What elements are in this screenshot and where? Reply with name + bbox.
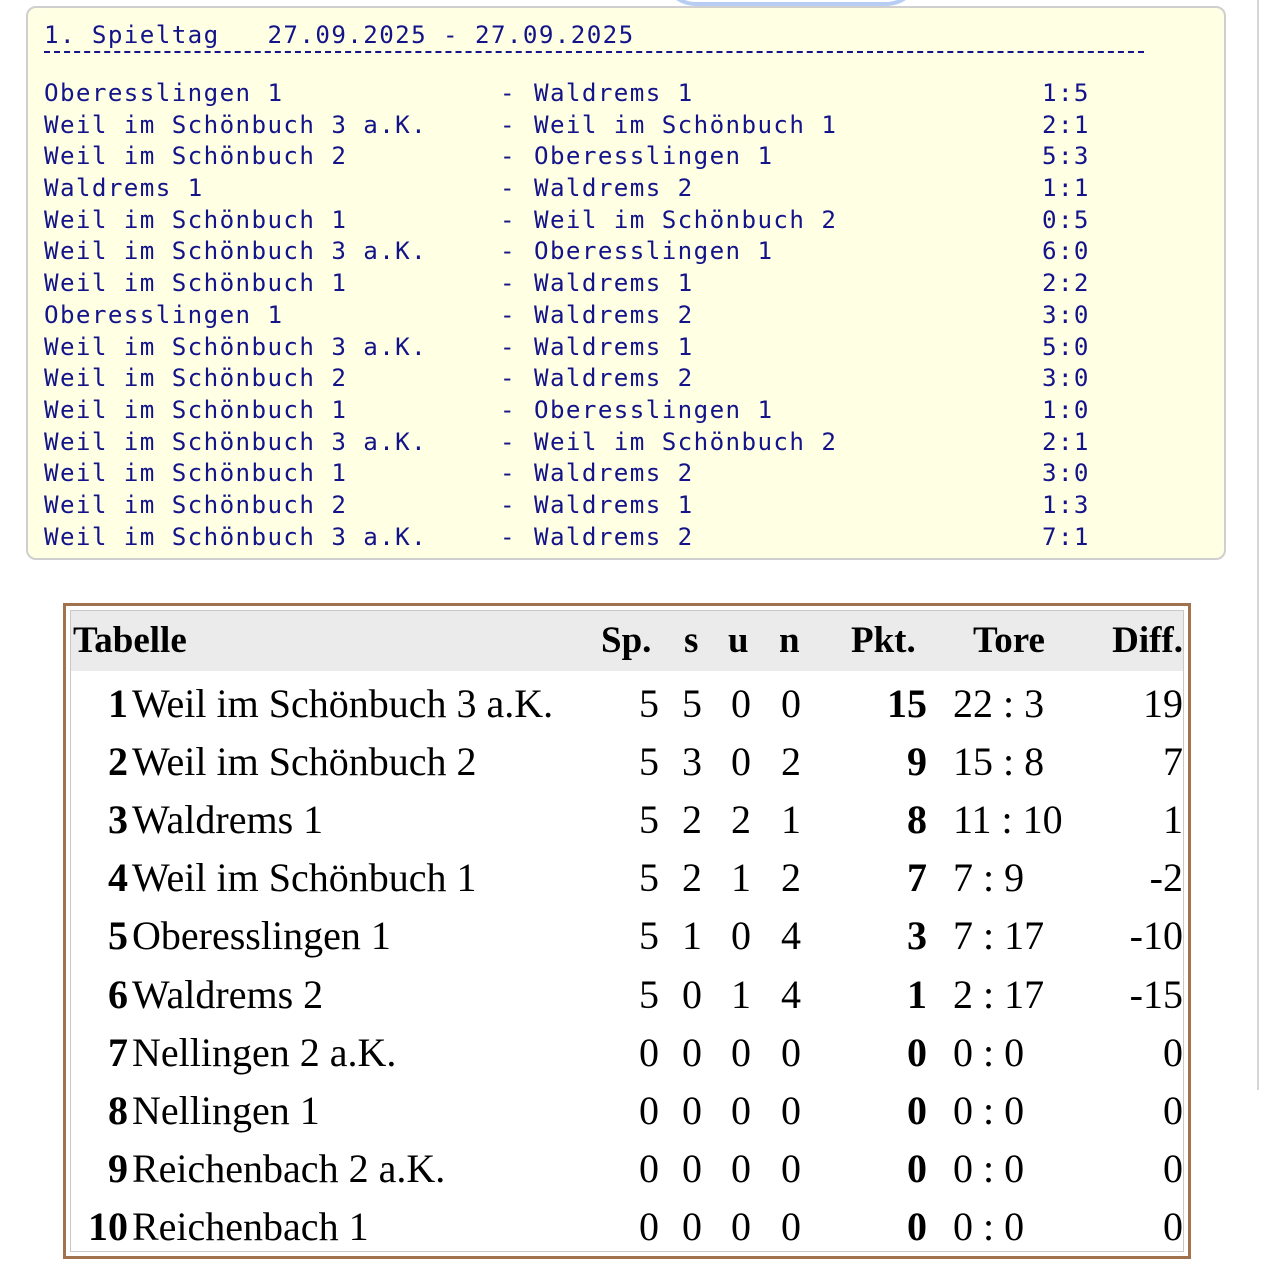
difference-cell: 0: [1163, 1203, 1183, 1249]
games-cell: 5: [639, 681, 659, 726]
match-separator: -: [500, 490, 516, 519]
match-row: [44, 522, 1144, 554]
points-cell: 9: [907, 739, 927, 785]
match-separator: -: [500, 237, 516, 266]
match-score: 0:5: [1042, 205, 1090, 234]
losses-cell: 4: [781, 971, 801, 1017]
match-away-team: Oberesslingen 1: [534, 395, 774, 424]
match-home-team: Weil im Schönbuch 1: [44, 205, 348, 234]
team-cell: Waldrems 1: [132, 797, 324, 843]
draws-cell: 1: [731, 971, 751, 1017]
page-edge-rule: [1257, 0, 1259, 1090]
match-away-team: Waldrems 1: [534, 269, 694, 298]
standings-row: [71, 675, 1183, 733]
games-cell: 0: [639, 1029, 659, 1075]
standings-row: [71, 733, 1183, 791]
goals-cell: 22 : 3: [953, 681, 1045, 726]
team-cell: Reichenbach 2 a.K.: [132, 1145, 446, 1191]
match-score: 3:0: [1042, 300, 1090, 329]
match-home-team: Weil im Schönbuch 1: [44, 269, 348, 298]
match-row: [44, 205, 1144, 237]
standings-row: [71, 907, 1183, 965]
goals-cell: 0 : 0: [953, 1087, 1025, 1133]
match-row: [44, 427, 1144, 459]
losses-cell: 4: [781, 913, 801, 959]
team-cell: Nellingen 2 a.K.: [132, 1029, 397, 1075]
match-away-team: Waldrems 2: [534, 522, 694, 551]
points-cell: 1: [907, 971, 927, 1017]
wins-cell: 2: [682, 797, 702, 843]
rank-cell: 7: [108, 1029, 128, 1075]
match-home-team: Weil im Schönbuch 3 a.K.: [44, 522, 428, 551]
draws-cell: 0: [731, 1203, 751, 1249]
games-cell: 5: [639, 739, 659, 785]
rank-cell: 6: [108, 971, 128, 1017]
header-goals: Tore: [973, 620, 1045, 661]
team-cell: Oberesslingen 1: [132, 913, 391, 959]
standings-header-row: [71, 611, 1183, 671]
difference-cell: -10: [1129, 913, 1183, 959]
header-losses: n: [779, 620, 800, 661]
points-cell: 7: [907, 855, 927, 901]
standings-row: [71, 1082, 1183, 1140]
match-score: 1:0: [1042, 395, 1090, 424]
games-cell: 5: [639, 913, 659, 959]
losses-cell: 1: [781, 797, 801, 843]
match-score: 5:0: [1042, 332, 1090, 361]
match-separator: -: [500, 174, 516, 203]
match-score: 1:5: [1042, 79, 1090, 107]
match-results-panel: [26, 6, 1226, 560]
standings-table: [63, 603, 1191, 1259]
match-list: [44, 78, 1144, 553]
header-wins: s: [684, 620, 699, 661]
match-separator: -: [500, 79, 516, 107]
draws-cell: 0: [731, 1087, 751, 1133]
match-away-team: Waldrems 1: [534, 79, 694, 107]
wins-cell: 0: [682, 971, 702, 1017]
difference-cell: 0: [1163, 1145, 1183, 1191]
points-cell: 0: [907, 1029, 927, 1075]
draws-cell: 0: [731, 1145, 751, 1191]
match-row: [44, 236, 1144, 268]
match-home-team: Weil im Schönbuch 2: [44, 142, 348, 171]
team-cell: Nellingen 1: [132, 1087, 320, 1133]
match-row: [44, 458, 1144, 490]
difference-cell: 7: [1163, 739, 1183, 785]
points-cell: 0: [907, 1087, 927, 1133]
match-row: [44, 363, 1144, 395]
losses-cell: 2: [781, 855, 801, 901]
match-home-team: Oberesslingen 1: [44, 300, 284, 329]
difference-cell: -2: [1149, 855, 1183, 901]
match-row: [44, 300, 1144, 332]
losses-cell: 0: [781, 681, 801, 726]
match-home-team: Weil im Schönbuch 2: [44, 364, 348, 393]
match-home-team: Weil im Schönbuch 3 a.K.: [44, 332, 428, 361]
top-scroll-indicator: [660, 0, 922, 6]
header-points: Pkt.: [851, 620, 916, 661]
goals-cell: 0 : 0: [953, 1029, 1025, 1075]
match-score: 2:1: [1042, 110, 1090, 139]
difference-cell: -15: [1129, 971, 1183, 1017]
match-home-team: Waldrems 1: [44, 174, 204, 203]
match-score: 1:3: [1042, 490, 1090, 519]
goals-cell: 11 : 10: [953, 797, 1063, 843]
games-cell: 5: [639, 971, 659, 1017]
match-separator: -: [500, 332, 516, 361]
difference-cell: 0: [1163, 1029, 1183, 1075]
draws-cell: 2: [731, 797, 751, 843]
team-cell: Weil im Schönbuch 1: [132, 855, 477, 901]
match-row: [44, 78, 1144, 110]
goals-cell: 2 : 17: [953, 971, 1045, 1017]
header-draws: u: [728, 620, 749, 661]
wins-cell: 3: [682, 739, 702, 785]
draws-cell: 0: [731, 739, 751, 785]
match-row: [44, 332, 1144, 364]
match-score: 2:2: [1042, 269, 1090, 298]
standings-row: [71, 1198, 1183, 1256]
header-difference: Diff.: [1112, 620, 1183, 661]
team-cell: Weil im Schönbuch 2: [132, 739, 477, 785]
team-cell: Waldrems 2: [132, 971, 324, 1017]
match-home-team: Oberesslingen 1: [44, 79, 284, 107]
standings-row: [71, 1140, 1183, 1198]
match-separator: -: [500, 300, 516, 329]
wins-cell: 0: [682, 1087, 702, 1133]
games-cell: 5: [639, 855, 659, 901]
match-away-team: Waldrems 1: [534, 332, 694, 361]
standings-row: [71, 1024, 1183, 1082]
match-separator: -: [500, 269, 516, 298]
points-cell: 0: [907, 1145, 927, 1191]
rank-cell: 3: [108, 797, 128, 843]
goals-cell: 0 : 0: [953, 1203, 1025, 1249]
match-home-team: Weil im Schönbuch 3 a.K.: [44, 110, 428, 139]
match-away-team: Weil im Schönbuch 1: [534, 110, 838, 139]
match-row: [44, 110, 1144, 142]
wins-cell: 1: [682, 913, 702, 959]
difference-cell: 1: [1163, 797, 1183, 843]
match-away-team: Waldrems 2: [534, 364, 694, 393]
match-home-team: Weil im Schönbuch 2: [44, 490, 348, 519]
match-row: [44, 395, 1144, 427]
losses-cell: 0: [781, 1087, 801, 1133]
match-away-team: Waldrems 1: [534, 490, 694, 519]
match-score: 3:0: [1042, 364, 1090, 393]
match-separator: -: [500, 142, 516, 171]
match-separator: -: [500, 459, 516, 488]
match-score: 1:1: [1042, 174, 1090, 203]
games-cell: 0: [639, 1145, 659, 1191]
match-away-team: Weil im Schönbuch 2: [534, 427, 838, 456]
points-cell: 0: [907, 1203, 927, 1249]
match-home-team: Weil im Schönbuch 3 a.K.: [44, 427, 428, 456]
rank-cell: 8: [108, 1087, 128, 1133]
points-cell: 8: [907, 797, 927, 843]
games-cell: 0: [639, 1203, 659, 1249]
match-home-team: Weil im Schönbuch 3 a.K.: [44, 237, 428, 266]
match-separator: -: [500, 522, 516, 551]
match-away-team: Weil im Schönbuch 2: [534, 205, 838, 234]
match-score: 7:1: [1042, 522, 1090, 551]
points-cell: 15: [887, 681, 927, 726]
match-row: [44, 173, 1144, 205]
draws-cell: 1: [731, 855, 751, 901]
header-divider: [44, 51, 1144, 53]
match-home-team: Weil im Schönbuch 1: [44, 395, 348, 424]
standings-row: [71, 791, 1183, 849]
match-away-team: Waldrems 2: [534, 174, 694, 203]
match-away-team: Waldrems 2: [534, 459, 694, 488]
match-score: 6:0: [1042, 237, 1090, 266]
goals-cell: 15 : 8: [953, 739, 1045, 785]
team-cell: Weil im Schönbuch 3 a.K.: [132, 681, 554, 726]
rank-cell: 9: [108, 1145, 128, 1191]
match-separator: -: [500, 427, 516, 456]
rank-cell: 4: [108, 855, 128, 901]
header-games: Sp.: [601, 620, 652, 661]
wins-cell: 0: [682, 1203, 702, 1249]
match-row: [44, 141, 1144, 173]
games-cell: 0: [639, 1087, 659, 1133]
wins-cell: 0: [682, 1145, 702, 1191]
losses-cell: 0: [781, 1029, 801, 1075]
draws-cell: 0: [731, 681, 751, 726]
wins-cell: 0: [682, 1029, 702, 1075]
losses-cell: 0: [781, 1203, 801, 1249]
wins-cell: 5: [682, 681, 702, 726]
standings-title: Tabelle: [73, 620, 187, 661]
losses-cell: 2: [781, 739, 801, 785]
match-away-team: Oberesslingen 1: [534, 237, 774, 266]
goals-cell: 7 : 9: [953, 855, 1025, 901]
standings-row: [71, 849, 1183, 907]
rank-cell: 10: [88, 1203, 128, 1249]
match-score: 2:1: [1042, 427, 1090, 456]
rank-cell: 2: [108, 739, 128, 785]
goals-cell: 7 : 17: [953, 913, 1045, 959]
match-home-team: Weil im Schönbuch 1: [44, 459, 348, 488]
match-row: [44, 268, 1144, 300]
match-separator: -: [500, 110, 516, 139]
difference-cell: 0: [1163, 1087, 1183, 1133]
match-separator: -: [500, 395, 516, 424]
match-away-team: Oberesslingen 1: [534, 142, 774, 171]
match-score: 3:0: [1042, 459, 1090, 488]
draws-cell: 0: [731, 913, 751, 959]
rank-cell: 1: [108, 681, 128, 726]
team-cell: Reichenbach 1: [132, 1203, 369, 1249]
match-away-team: Waldrems 2: [534, 300, 694, 329]
matchday-header: 1. Spieltag 27.09.2025 - 27.09.2025: [44, 21, 635, 49]
draws-cell: 0: [731, 1029, 751, 1075]
standings-row: [71, 966, 1183, 1024]
rank-cell: 5: [108, 913, 128, 959]
match-score: 5:3: [1042, 142, 1090, 171]
goals-cell: 0 : 0: [953, 1145, 1025, 1191]
standings-table-body: [70, 610, 1184, 1252]
match-separator: -: [500, 205, 516, 234]
games-cell: 5: [639, 797, 659, 843]
wins-cell: 2: [682, 855, 702, 901]
match-row: [44, 490, 1144, 522]
losses-cell: 0: [781, 1145, 801, 1191]
difference-cell: 19: [1143, 681, 1183, 726]
match-separator: -: [500, 364, 516, 393]
points-cell: 3: [907, 913, 927, 959]
